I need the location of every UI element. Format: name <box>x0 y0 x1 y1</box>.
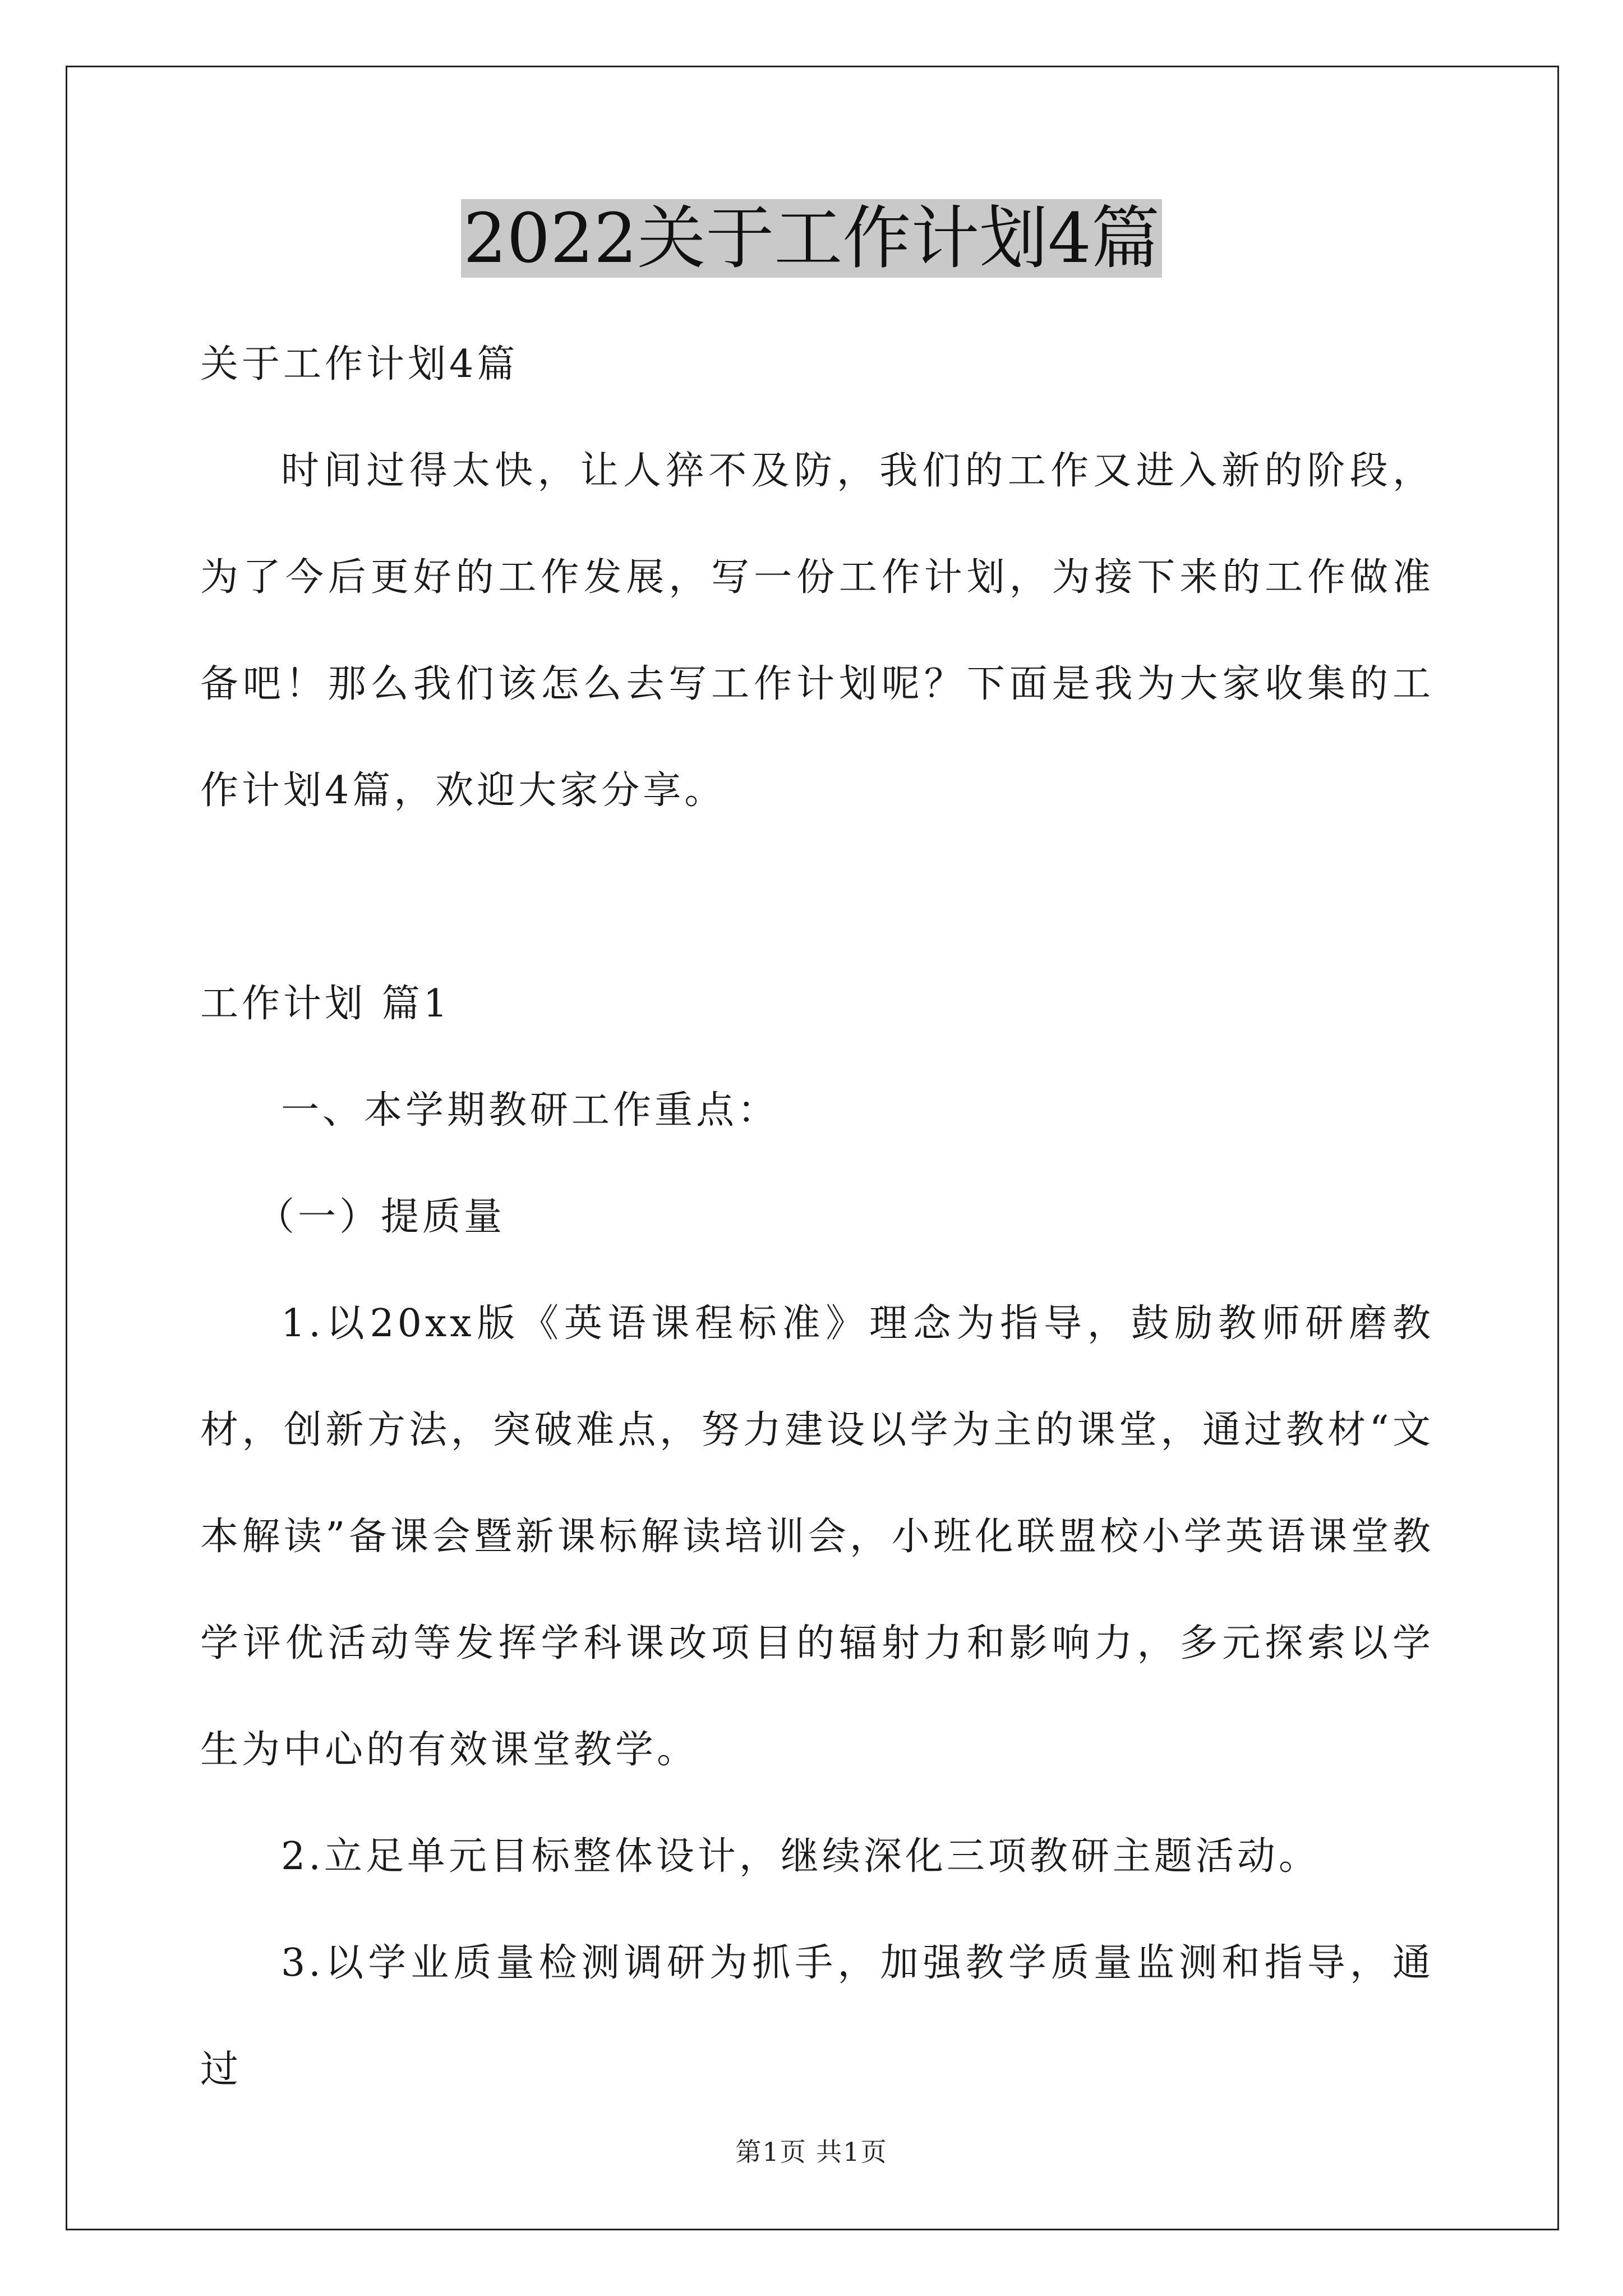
page-number-footer: 第1页 共1页 <box>735 2137 888 2167</box>
sub-heading: （一）提质量 <box>256 1195 506 1239</box>
point-3-paragraph: 3.以学业质量检测调研为抓手，加强教学质量监测和指导，通过 <box>200 1941 1434 2092</box>
document-subtitle: 关于工作计划4篇 <box>200 342 519 386</box>
item-heading: 一、本学期教研工作重点： <box>281 1088 780 1133</box>
title-container <box>0 199 1623 278</box>
section-spacer <box>200 844 1434 951</box>
point-1-paragraph: 1.以20xx版《英语课程标准》理念为指导，鼓励教师研磨教材，创新方法，突破难点，努力建设以学为主的课堂，通过教材“文本解读”备课会暨新课标解读培训会，小班化联盟校小学英语课堂教学评优活动等发挥学科课改项目的辐射力和影响力，多元探索以学生为中心的有效课堂教学。 <box>200 1301 1434 1772</box>
point-2-paragraph: 2.立足单元目标整体设计，继续深化三项教研主题活动。 <box>281 1834 1320 1879</box>
document-title: 2022关于工作计划4篇 <box>461 199 1162 278</box>
intro-paragraph: 时间过得太快，让人猝不及防，我们的工作又进入新的阶段，为了今后更好的工作发展，写一份工作计划，为接下来的工作做准备吧！那么我们该怎么去写工作计划呢？下面是我为大家收集的工作计划4篇，欢迎大家分享。 <box>200 449 1434 813</box>
document-body <box>200 311 1434 2123</box>
section-heading: 工作计划 篇1 <box>200 982 451 1026</box>
